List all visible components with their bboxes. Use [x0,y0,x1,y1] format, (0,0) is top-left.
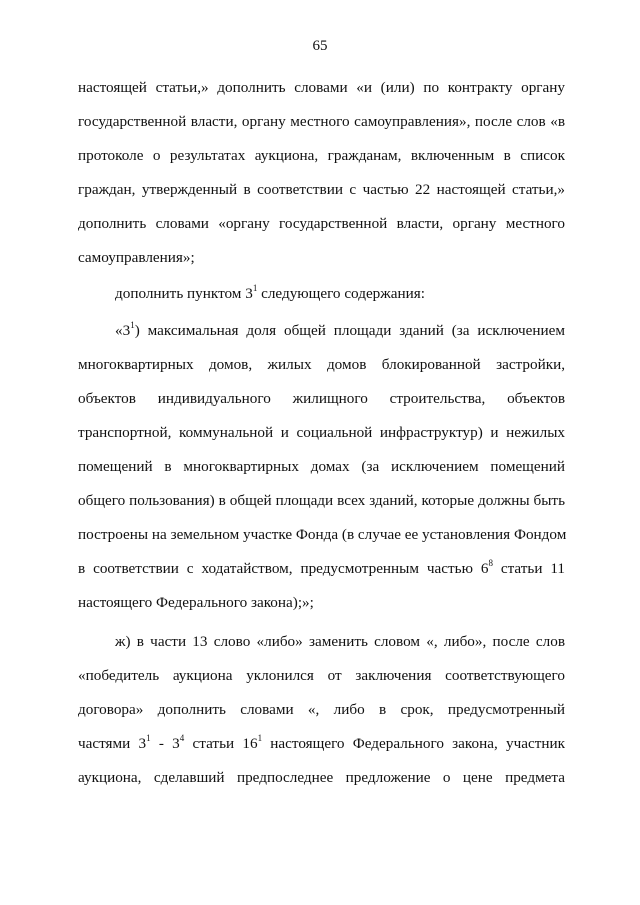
text-line: ж) в части 13 слово «либо» заменить словом «, либо», после слов [115,633,565,650]
text-segment: в соответствии с ходатайством, предусмотренным частью 6 [78,560,489,577]
text-line: настоящего Федерального закона);»; [78,594,314,611]
superscript: 1 [252,282,258,293]
text-segment: дополнить пунктом 3 [115,285,253,302]
page-number: 65 [312,38,328,54]
text-line: протоколе о результатах аукциона, гражданам, включенным в список [78,147,565,164]
text-line: дополнить словами «органу государственной власти, органу местного [78,215,565,232]
text-line: граждан, утвержденный в соответствии с частью 22 настоящей статьи,» [78,181,565,198]
superscript: 1 [146,732,151,743]
text-line: построены на земельном участке Фонда (в случае ее установления Фондом [78,526,567,543]
text-segment: настоящего Федерального закона, участник [262,735,565,752]
text-line: государственной власти, органу местного самоуправления», после слов «в [78,113,565,130]
text-segment: статьи 16 [184,735,258,752]
text-line: «победитель аукциона уклонился от заключения соответствующего [78,667,565,684]
text-line [78,558,565,580]
text-line: самоуправления»; [78,249,195,266]
text-segment: частями 3 [78,735,147,752]
superscript: 1 [130,319,135,330]
superscript: 8 [488,557,493,568]
text-line [115,283,565,305]
text-line [78,733,565,755]
text-segment: «3 [115,322,131,339]
superscript: 4 [179,732,185,743]
text-line: многоквартирных домов, жилых домов блокированной застройки, [78,356,565,373]
text-line: договора» дополнить словами «, либо в срок, предусмотренный [78,701,565,718]
text-line: аукциона, сделавший предпоследнее предложение о цене предмета [78,769,565,786]
text-line: настоящей статьи,» дополнить словами «и (или) по контракту органу [78,79,565,96]
text-segment: следующего содержания: [257,285,425,302]
superscript: 1 [257,732,263,743]
text-line: общего пользования) в общей площади всех зданий, которые должны быть [78,492,565,509]
text-line: транспортной, коммунальной и социальной инфраструктур) и нежилых [78,424,565,441]
text-line: помещений в многоквартирных домах (за исключением помещений [78,458,565,475]
text-line [115,320,565,342]
text-segment: статьи 11 [492,560,565,577]
text-segment: ) максимальная доля общей площади зданий (за исключением [134,322,565,339]
text-line: объектов индивидуального жилищного строительства, объектов [78,390,565,407]
text-segment: - 3 [150,735,180,752]
